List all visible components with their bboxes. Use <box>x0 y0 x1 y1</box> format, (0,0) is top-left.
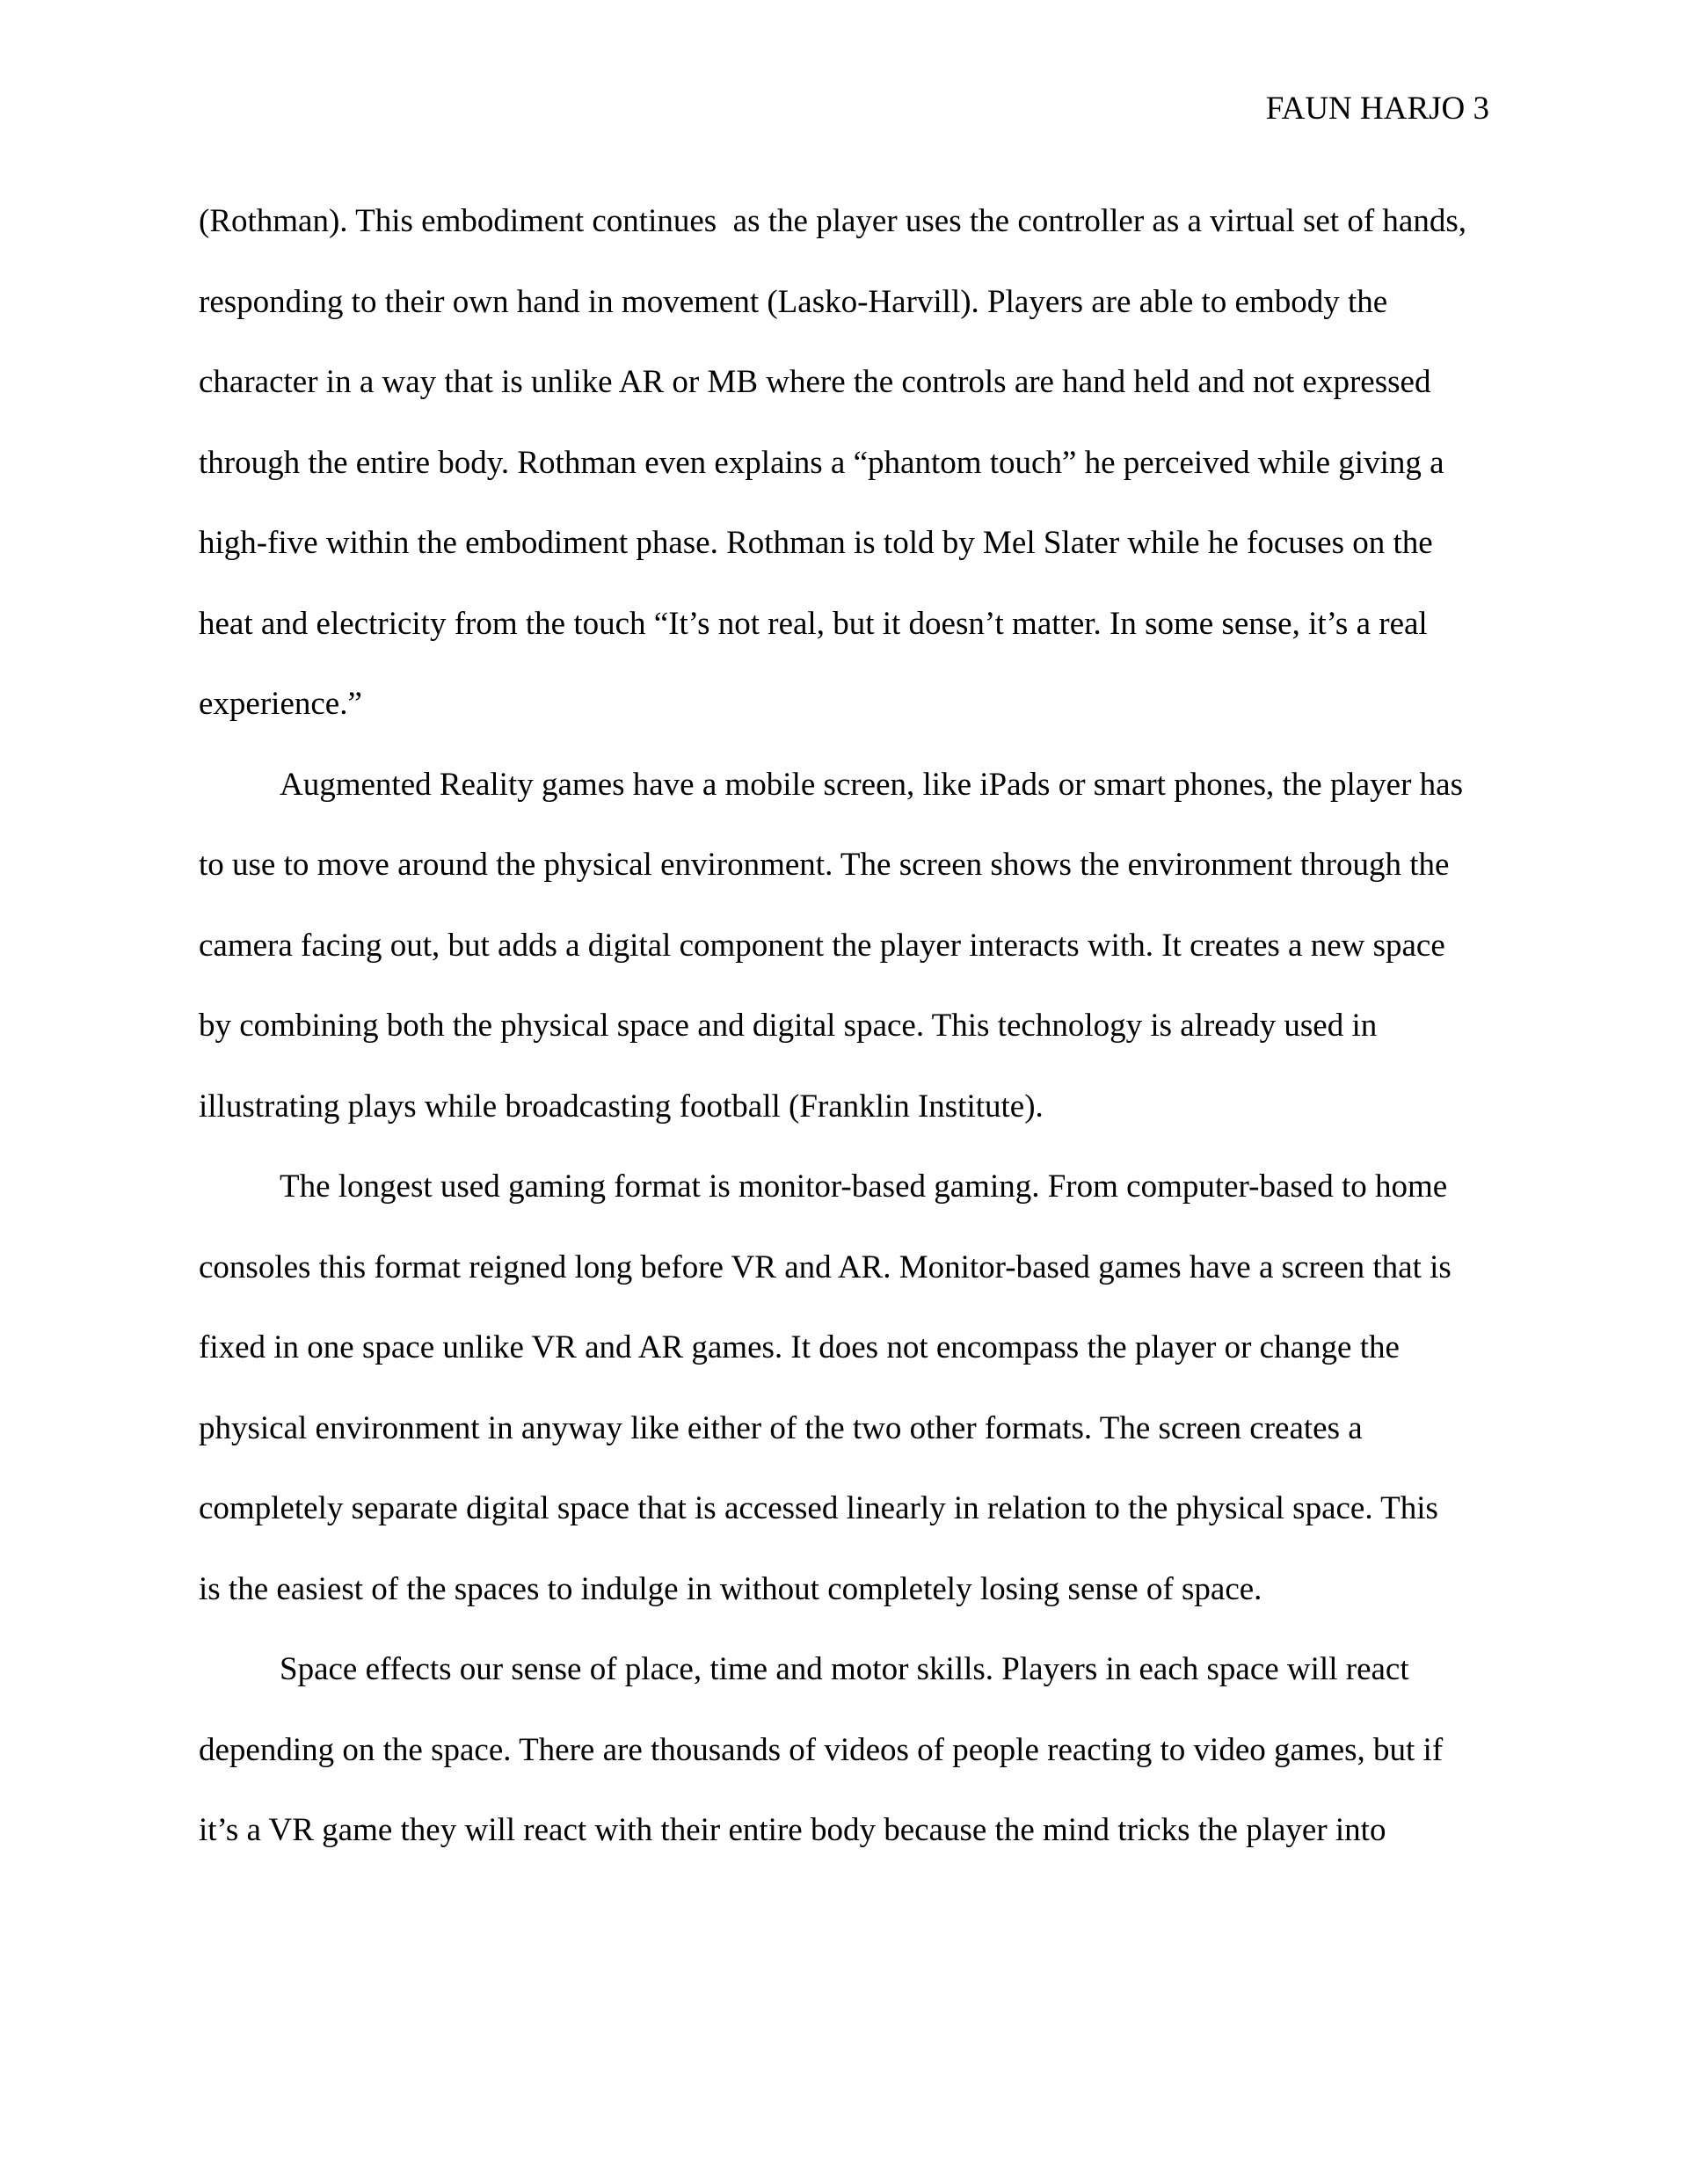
text-line: character in a way that is unlike AR or MB where the controls are hand held and not expressed <box>199 364 1431 400</box>
text-line: experience.” <box>199 686 362 722</box>
running-head: FAUN HARJO 3 <box>1265 91 1489 127</box>
text-line: fixed in one space unlike VR and AR games. It does not encompass the player or change the <box>199 1329 1400 1365</box>
text-line: The longest used gaming format is monitor-based gaming. From computer-based to home <box>280 1168 1448 1205</box>
text-line: through the entire body. Rothman even explains a “phantom touch” he perceived while giving a <box>199 444 1444 481</box>
text-line: heat and electricity from the touch “It’s not real, but it doesn’t matter. In some sense, it’s a real <box>199 605 1428 642</box>
text-line: responding to their own hand in movement (Lasko-Harvill). Players are able to embody the <box>199 283 1388 320</box>
text-line: by combining both the physical space and digital space. This technology is already used in <box>199 1008 1378 1044</box>
text-line: (Rothman). This embodiment continues as the player uses the controller as a virtual set of hands, <box>199 203 1466 239</box>
text-line: is the easiest of the spaces to indulge in without completely losing sense of space. <box>199 1570 1262 1607</box>
text-line: Augmented Reality games have a mobile screen, like iPads or smart phones, the player has <box>280 766 1464 803</box>
document-body <box>199 181 1623 1871</box>
text-line: consoles this format reigned long before VR and AR. Monitor-based games have a screen that is <box>199 1249 1452 1285</box>
text-line: camera facing out, but adds a digital component the player interacts with. It creates a new space <box>199 927 1445 964</box>
text-line: completely separate digital space that is accessed linearly in relation to the physical space. This <box>199 1490 1438 1526</box>
text-line: physical environment in anyway like either of the two other formats. The screen creates a <box>199 1409 1363 1446</box>
text-line: depending on the space. There are thousands of videos of people reacting to video games, but if <box>199 1731 1444 1768</box>
text-line: Space effects our sense of place, time and motor skills. Players in each space will react <box>280 1651 1409 1687</box>
text-line: illustrating plays while broadcasting football (Franklin Institute). <box>199 1088 1044 1125</box>
text-line: high-five within the embodiment phase. Rothman is told by Mel Slater while he focuses on the <box>199 525 1433 561</box>
text-line: it’s a VR game they will react with their entire body because the mind tricks the player into <box>199 1812 1386 1848</box>
text-line: to use to move around the physical environment. The screen shows the environment through the <box>199 847 1450 883</box>
